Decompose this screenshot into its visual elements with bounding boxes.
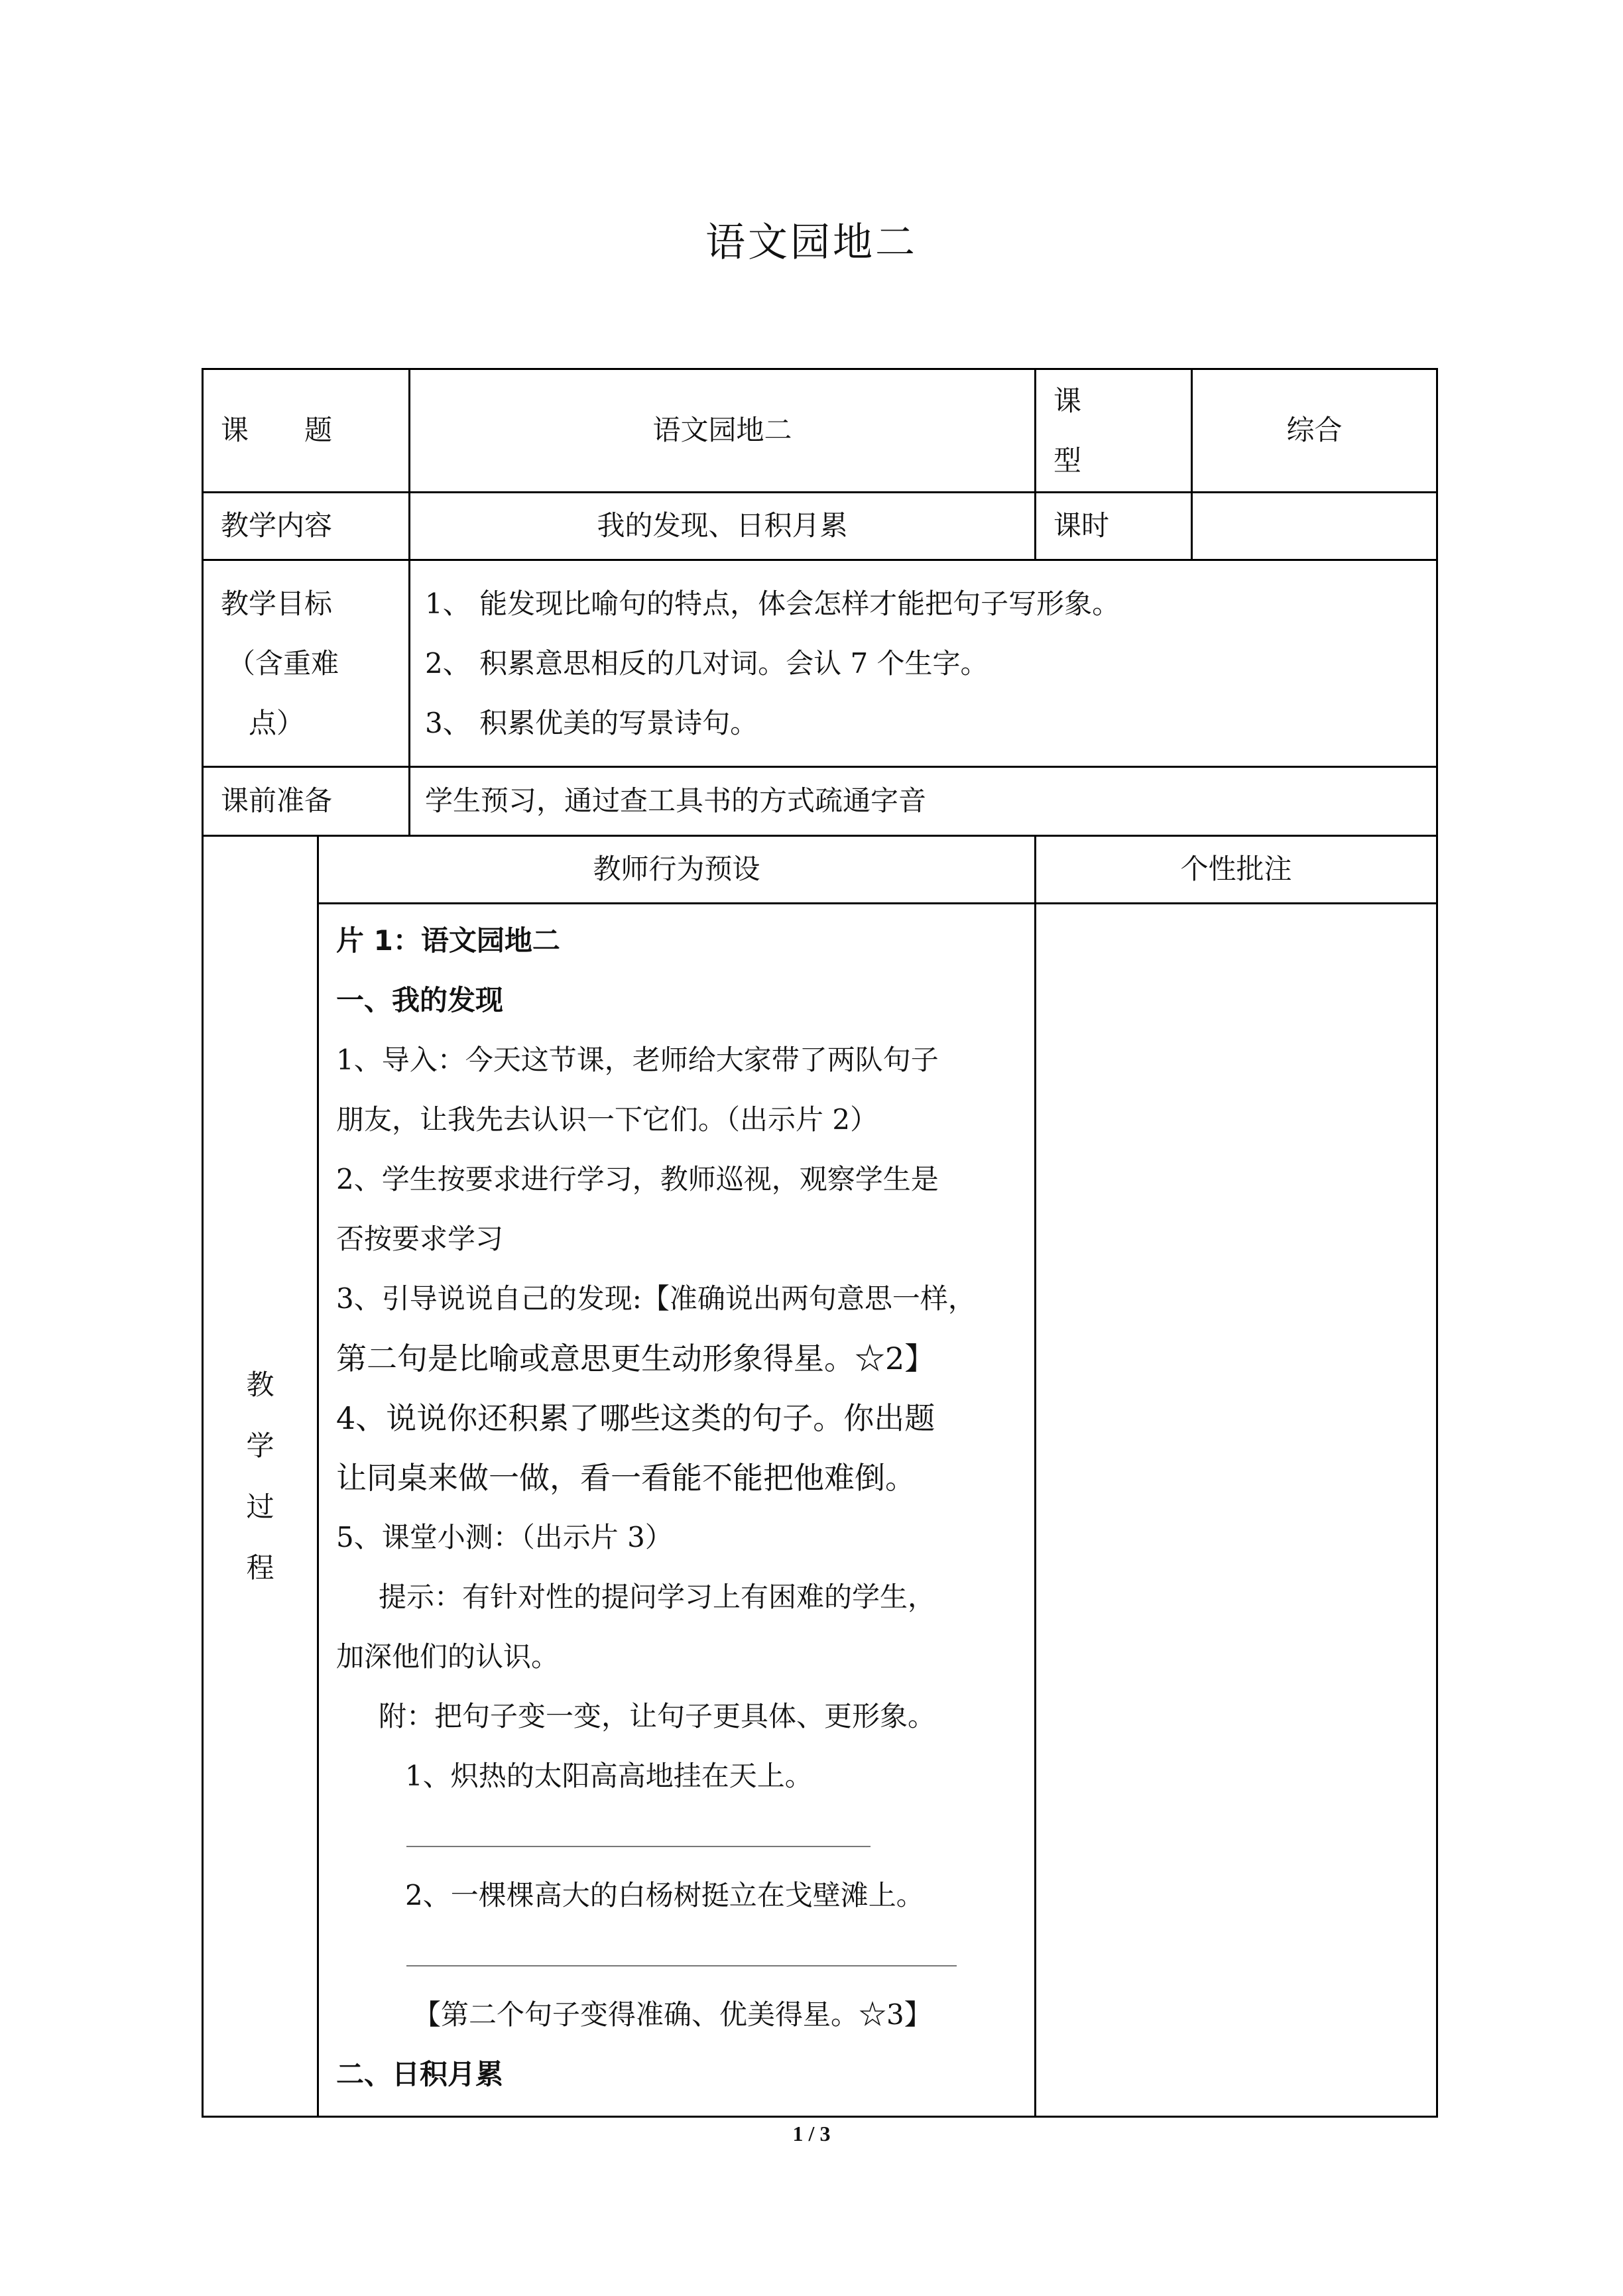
teacher-header: 教师行为预设 [318,836,1036,904]
appendix-line: 附：把句子变一变，让句子更具体、更形象。 [379,1700,936,1732]
step-line: 第二句是比喻或意思更生动形象得星。☆2】 [336,1341,935,1376]
process-label-char: 学 [246,1429,274,1462]
section-heading-discovery: 一、我的发现 [336,984,504,1016]
slide-heading: 片 1：语文园地二 [336,924,560,957]
goal-item: 1、 能发现比喻句的特点，体会怎样才能把句子写形象。 [425,587,1120,620]
notes-header: 个性批注 [1036,836,1437,904]
step-line: 1、导入：今天这节课，老师给大家带了两队句子 [336,1044,939,1076]
step-line: 否按要求学习 [336,1223,504,1255]
section-heading-accumulation: 二、日积月累 [336,2058,504,2090]
step-line: 朋友，让我先去认识一下它们。（出示片 2） [336,1103,878,1136]
content-value: 我的发现、日积月累 [410,493,1036,560]
hours-value [1192,493,1437,560]
row-goals [203,560,1437,767]
page-title: 语文园地二 [705,219,918,266]
step-line: 3、引导说说自己的发现:【准确说出两句意思一样， [336,1282,976,1315]
goals-label-line2: （含重难 [227,646,339,680]
exercise-sentence: 2、一棵棵高大的白杨树挺立在戈壁滩上。 [405,1879,924,1911]
row-prep [203,767,1437,836]
goals-label-line3: 点） [249,706,305,739]
row-topic [203,369,1437,493]
process-label-char: 过 [246,1490,274,1523]
goals-label [203,560,410,767]
process-label-char: 教 [246,1368,274,1401]
type-label-line1: 课 [1053,384,1082,417]
topic-value: 语文园地二 [410,369,1036,493]
row-process-body [203,904,1437,2117]
type-label [1036,369,1192,493]
step-line: 4、说说你还积累了哪些这类的句子。你出题 [336,1400,935,1436]
step-line: 让同桌来做一做，看一看能不能把他难倒。 [336,1460,916,1496]
content-label: 教学内容 [203,493,410,560]
goals-label-line1: 教学目标 [221,587,333,620]
hint-line: 加深他们的认识。 [336,1640,560,1673]
goal-item: 3、 积累优美的写景诗句。 [425,706,758,739]
process-label-char: 程 [246,1551,274,1584]
goal-item: 2、 积累意思相反的几对词。会认 7 个生字。 [425,646,989,680]
notes-column [1036,904,1437,2117]
page-number: 1 / 3 [792,2122,831,2145]
prep-label: 课前准备 [203,767,410,836]
type-value: 综合 [1192,369,1437,493]
type-label-line2: 型 [1053,444,1082,477]
prep-value: 学生预习，通过查工具书的方式疏通字音 [410,767,1437,836]
answer-blank [336,1925,1034,1985]
row-content [203,493,1437,560]
teacher-actions [318,904,1036,2117]
step-line: 2、学生按要求进行学习，教师巡视，观察学生是 [336,1163,939,1195]
scoring-note: 【第二个句子变得准确、优美得星。☆3】 [413,1998,932,2031]
step-line: 5、课堂小测：（出示片 3） [336,1521,673,1553]
hint-line: 提示：有针对性的提问学习上有困难的学生， [379,1581,936,1613]
lesson-plan-table [202,368,1438,2118]
answer-blank [336,1806,1034,1866]
goals-list [410,560,1437,767]
topic-label: 课 题 [203,369,410,493]
row-process-header [203,836,1437,904]
process-label [203,836,318,2117]
exercise-sentence: 1、炽热的太阳高高地挂在天上。 [405,1760,813,1792]
hours-label: 课时 [1036,493,1192,560]
